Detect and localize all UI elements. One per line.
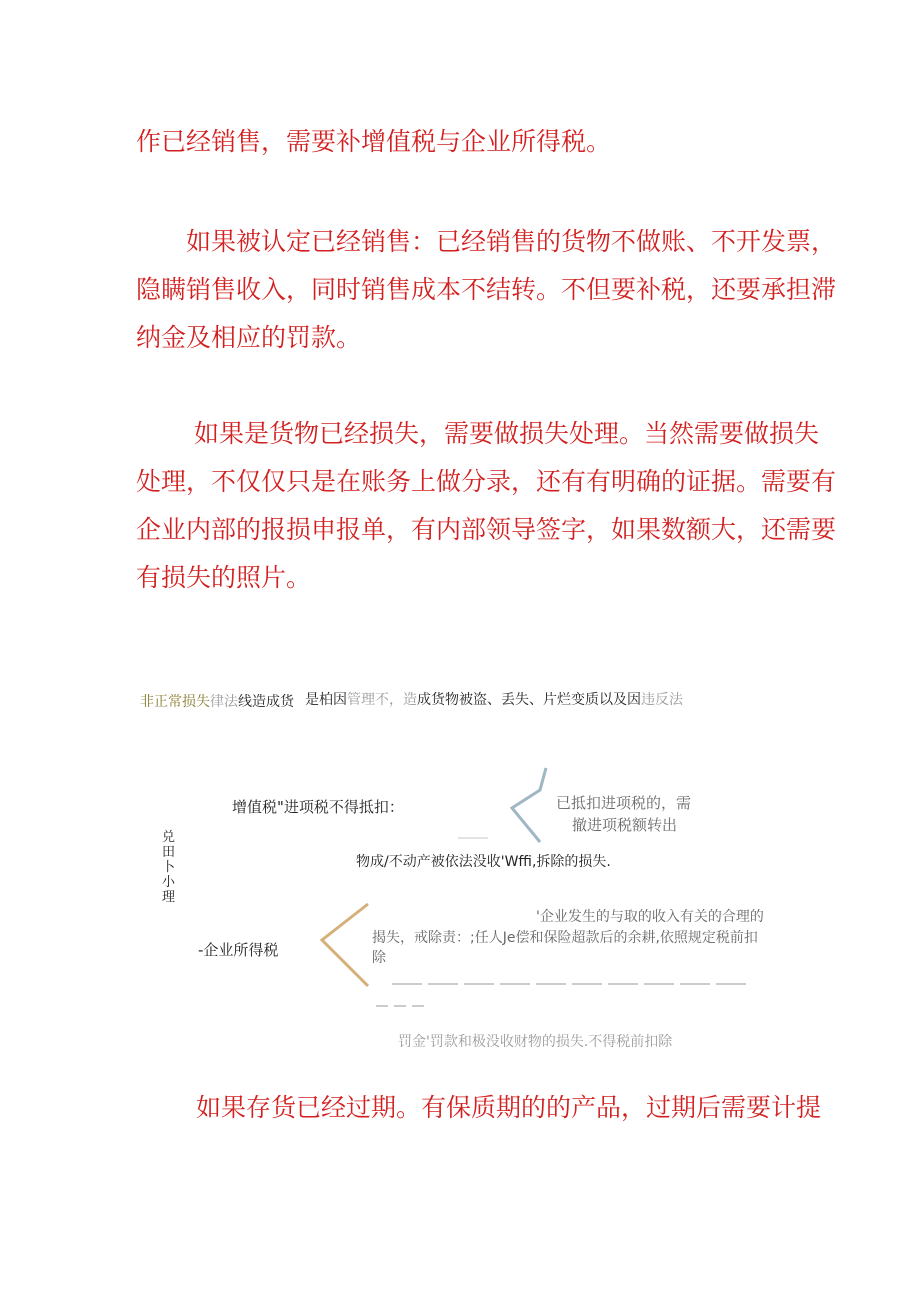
- vat-note-line2: 撤进项税额转出: [572, 816, 678, 834]
- para3-line3: 企业内部的报损申报单，有内部领导签字，如果数额大，还需要: [136, 515, 837, 544]
- header-part4: 是柏因: [305, 692, 347, 708]
- para3-line4: 有损失的照片。: [136, 563, 312, 592]
- para2-line1: 如果被认定已经销售：已经销售的货物不做账、不开发票，: [186, 227, 837, 256]
- header-part6: 成货物被盗、丢失、片烂变质以及因: [417, 692, 641, 708]
- cit-bracket-line: [322, 904, 368, 986]
- para3-line1: 如果是货物已经损失，需要做损失处理。当然需要做损失: [194, 419, 820, 448]
- header-part3: 线造成货: [238, 694, 294, 710]
- para3-line2: 处理，不仅仅只是在账务上做分录，还有有明确的证据。需要有: [136, 467, 837, 496]
- para2-line3: 纳金及相应的罚款。: [136, 323, 362, 352]
- vat-bracket-line: [512, 768, 546, 842]
- diagram-header-right: [305, 689, 683, 709]
- immovable-note: 物成/不动产被依法没收'Wffi,拆除的损失.: [356, 854, 611, 870]
- header-part5: 管理不，造: [347, 692, 417, 708]
- header-part7: 违反法: [641, 692, 683, 708]
- header-part1: 非正常损失: [140, 694, 210, 710]
- diagram-header: [140, 691, 294, 711]
- vat-label: 增值税"进项税不得抵扣：: [232, 798, 404, 816]
- para1-line1: 作已经销售，需要补增值税与企业所得税。: [136, 127, 612, 156]
- vat-note-line1: 已抵扣进项税的，需: [556, 794, 692, 812]
- para2-line2: 隐瞒销售收入，同时销售成本不结转。不但要补税，还要承担滞: [136, 275, 837, 304]
- side-label: 兑田卜小理: [162, 830, 176, 905]
- cit-note-line2: 揭失，戒除责：;任人Je偿和保险超款后的余耕,依照规定税前扣: [372, 930, 758, 946]
- para4-line1: 如果存货已经过期。有保质期的的产品，过期后需要计提: [196, 1093, 822, 1122]
- cit-note-line3: 除: [372, 950, 386, 966]
- penalty-note: 罚金'罚款和极没收财物的损失.不得税前扣除: [398, 1034, 673, 1050]
- header-part2: 律法: [210, 694, 238, 710]
- cit-label: -企业所得税: [198, 941, 279, 959]
- cit-note-line1: '企业发生的与取的收入有关的合理的: [536, 909, 764, 925]
